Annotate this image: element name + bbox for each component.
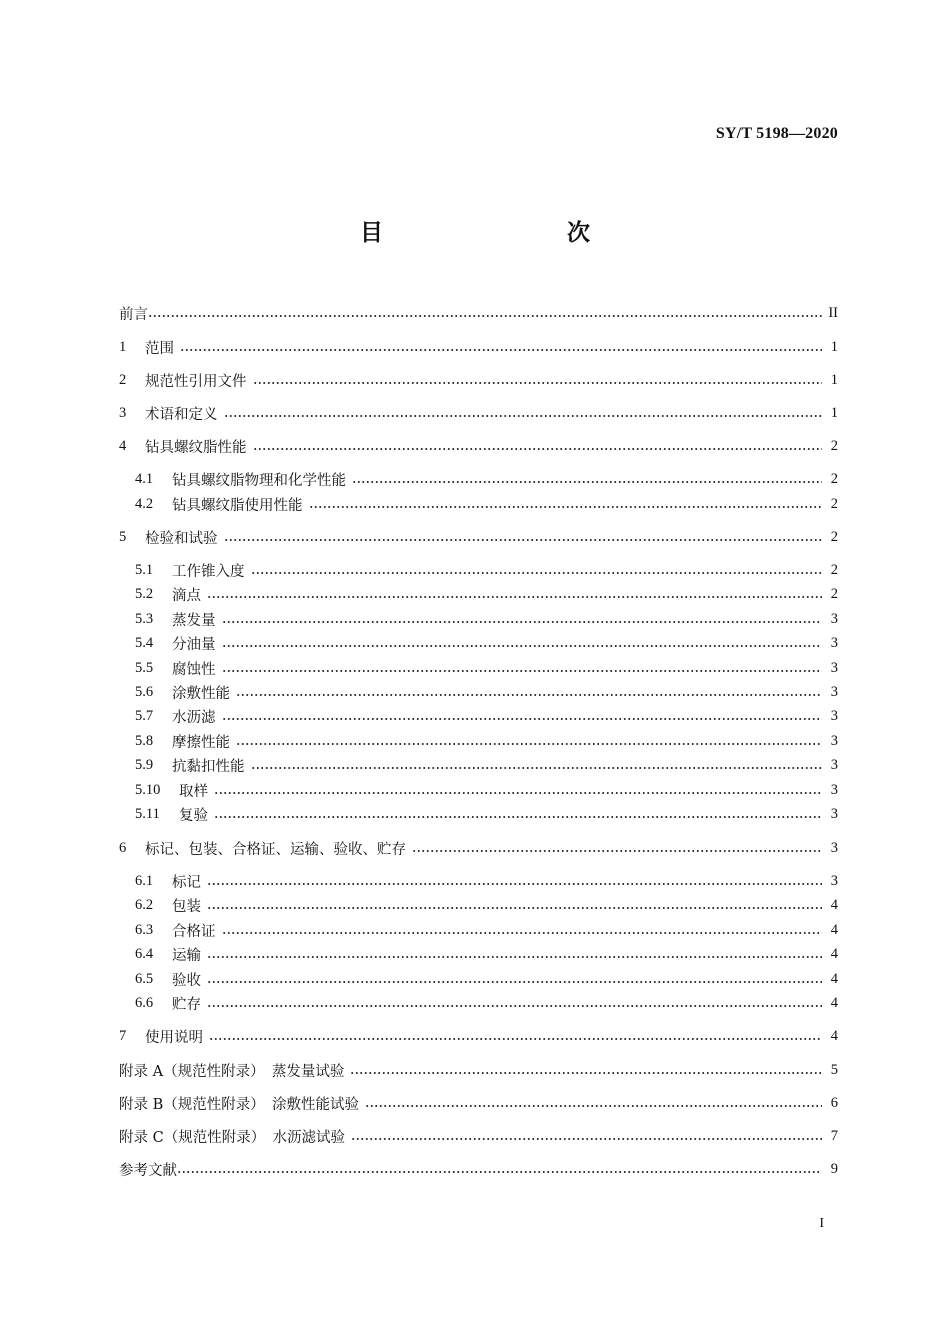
toc-entry-appendix-c[interactable] [119,1125,838,1147]
toc-entry-label: 参考文献 [119,1162,177,1179]
toc-entry-label: 包装 [172,898,201,915]
dot-leader [207,980,822,984]
dot-leader [207,595,822,599]
dot-leader [224,538,823,542]
toc-entry-page: II [828,304,838,321]
toc-entry-page: 4 [830,1027,838,1044]
toc-entry-label: 蒸发量 [172,612,216,629]
toc-entry-number: 6 [119,839,127,856]
toc-entry-page: 9 [830,1160,838,1177]
toc-entry-label: 使用说明 [145,1029,203,1046]
toc-entry-page: 4 [830,970,838,987]
dot-leader [209,1037,822,1041]
toc-entry-label: 水沥滤 [172,709,216,726]
toc-entry-label: 涂敷性能 [172,685,230,702]
toc-entry-number: 6.5 [135,970,154,987]
toc-entry-5-9[interactable] [135,754,838,776]
toc-entry-page: 6 [830,1094,838,1111]
toc-entry-number: 3 [119,404,127,421]
toc-entry-page: 3 [830,805,838,822]
dot-leader [214,791,822,795]
toc-entry-page: 3 [830,610,838,627]
toc-entry-2[interactable] [119,369,838,391]
dot-leader [350,1071,822,1075]
toc-entry-label: 术语和定义 [145,406,218,423]
dot-leader [207,906,822,910]
toc-entry-number: 6.2 [135,896,154,913]
toc-entry-page: 3 [830,732,838,749]
toc-entry-label: 标记、包装、合格证、运输、验收、贮存 [145,841,406,858]
toc-entry-5-2[interactable] [135,583,838,605]
toc-entry-6-6[interactable] [135,992,838,1014]
dot-leader [148,314,822,318]
toc-entry-page: 2 [830,585,838,602]
toc-entry-label: 检验和试验 [145,530,218,547]
toc-entry-label: 贮存 [172,996,201,1013]
toc-entry-number: 4.2 [135,495,154,512]
toc-entry-page: 5 [830,1061,838,1078]
toc-entry-number: 7 [119,1027,127,1044]
toc-entry-5-5[interactable] [135,657,838,679]
toc-entry-page: 1 [830,404,838,421]
toc-entry-appendix-b[interactable] [119,1092,838,1114]
toc-entry-1[interactable] [119,336,838,358]
toc-entry-label: 滴点 [172,587,201,604]
toc-entry-page: 2 [830,470,838,487]
dot-leader [207,955,822,959]
toc-entry-label: 前言 [119,306,148,323]
toc-entry-5[interactable] [119,526,838,548]
toc-entry-page: 3 [830,756,838,773]
toc-entry-number: 6.4 [135,945,154,962]
toc-entry-page: 4 [830,994,838,1011]
toc-entry-6-3[interactable] [135,919,838,941]
toc-entry-4-2[interactable] [135,493,838,515]
dot-leader [352,480,822,484]
dot-leader [207,1004,822,1008]
toc-entry-label: 规范性引用文件 [145,373,247,390]
toc-entry-page: 4 [830,921,838,938]
toc-entry-5-1[interactable] [135,559,838,581]
page-number: I [819,1216,824,1231]
toc-entry-label: 运输 [172,947,201,964]
toc-entry-number: 5.6 [135,683,154,700]
dot-leader [222,620,823,624]
toc-entry-label: 取样 [179,783,208,800]
toc-entry-page: 4 [830,945,838,962]
toc-entry-label: 附录 B（规范性附录） 涂敷性能试验 [119,1096,360,1113]
toc-entry-number: 5.1 [135,561,154,578]
toc-entry-page: 3 [830,683,838,700]
toc-entry-number: 5.11 [135,805,160,822]
toc-entry-number: 4.1 [135,470,154,487]
toc-entry-page: 3 [830,707,838,724]
dot-leader [214,815,822,819]
toc-entry-5-11[interactable] [135,803,838,825]
toc-entry-label: 范围 [145,340,174,357]
toc-entry-number: 5.3 [135,610,154,627]
toc-entry-6[interactable] [119,837,838,859]
dot-leader [236,742,822,746]
dot-leader [222,644,823,648]
toc-entry-page: 7 [830,1127,838,1144]
toc-entry-number: 5.9 [135,756,154,773]
toc-entry-references[interactable] [119,1158,838,1180]
dot-leader [365,1104,822,1108]
toc-entry-number: 5.7 [135,707,154,724]
toc-entry-page: 1 [830,371,838,388]
toc-entry-label: 复验 [179,807,208,824]
toc-entry-label: 验收 [172,972,201,989]
toc-entry-number: 5.5 [135,659,154,676]
page-title: 目 次 [360,220,636,246]
toc-entry-6-1[interactable] [135,870,838,892]
toc-entry-label: 钻具螺纹脂物理和化学性能 [172,472,346,489]
dot-leader [253,447,823,451]
toc-entry-5-4[interactable] [135,632,838,654]
toc-entry-label: 附录 C（规范性附录） 水沥滤试验 [119,1129,345,1146]
toc-entry-number: 5 [119,528,127,545]
toc-entry-number: 5.4 [135,634,154,651]
standard-code: SY/T 5198—2020 [715,125,838,142]
toc-entry-5-6[interactable] [135,681,838,703]
dot-leader [251,571,823,575]
toc-entry-number: 1 [119,338,127,355]
toc-entry-number: 6.6 [135,994,154,1011]
toc-entry-6-5[interactable] [135,968,838,990]
toc-entry-label: 摩擦性能 [172,734,230,751]
toc-entry-page: 2 [830,495,838,512]
toc-entry-number: 5.8 [135,732,154,749]
toc-entry-page: 2 [830,528,838,545]
toc-entry-4-1[interactable] [135,468,838,490]
dot-leader [207,882,822,886]
toc-entry-page: 4 [830,896,838,913]
toc-entry-number: 6.1 [135,872,154,889]
toc-entry-label: 分油量 [172,636,216,653]
dot-leader [180,348,822,352]
toc-entry-label: 腐蚀性 [172,661,216,678]
dot-leader [224,414,823,418]
toc-entry-6-4[interactable] [135,943,838,965]
toc-entry-number: 4 [119,437,127,454]
toc-entry-label: 钻具螺纹脂性能 [145,439,247,456]
dot-leader [351,1137,822,1141]
dot-leader [253,381,823,385]
dot-leader [412,849,822,853]
toc-entry-5-7[interactable] [135,705,838,727]
dot-leader [309,505,823,509]
toc-entry-6-2[interactable] [135,894,838,916]
toc-entry-label: 附录 A（规范性附录） 蒸发量试验 [119,1063,345,1080]
dot-leader [222,931,823,935]
toc-entry-number: 5.2 [135,585,154,602]
toc-entry-page: 3 [830,839,838,856]
toc-entry-label: 抗黏扣性能 [172,758,245,775]
toc-entry-page: 3 [830,781,838,798]
toc-entry-label: 钻具螺纹脂使用性能 [172,497,303,514]
dot-leader [236,693,822,697]
toc-entry-page: 3 [830,872,838,889]
toc-entry-label: 工作锥入度 [172,563,245,580]
toc-entry-appendix-a[interactable] [119,1059,838,1081]
toc-entry-page: 1 [830,338,838,355]
toc-entry-label: 合格证 [172,923,216,940]
toc-entry-number: 6.3 [135,921,154,938]
toc-entry-page: 2 [830,561,838,578]
toc-entry-number: 2 [119,371,127,388]
toc-entry-5-3[interactable] [135,608,838,630]
dot-leader [177,1170,822,1174]
toc-entry-3[interactable] [119,402,838,424]
toc-entry-4[interactable] [119,435,838,457]
toc-entry-page: 3 [830,634,838,651]
toc-entry-page: 3 [830,659,838,676]
toc-entry-page: 2 [830,437,838,454]
dot-leader [222,669,823,673]
toc-entry-5-8[interactable] [135,730,838,752]
toc-entry-label: 标记 [172,874,201,891]
toc-entry-5-10[interactable] [135,779,838,801]
toc-entry-7[interactable] [119,1025,838,1047]
dot-leader [222,717,823,721]
toc-entry-number: 5.10 [135,781,161,798]
toc-entry-foreword[interactable] [119,302,838,324]
dot-leader [251,766,823,770]
